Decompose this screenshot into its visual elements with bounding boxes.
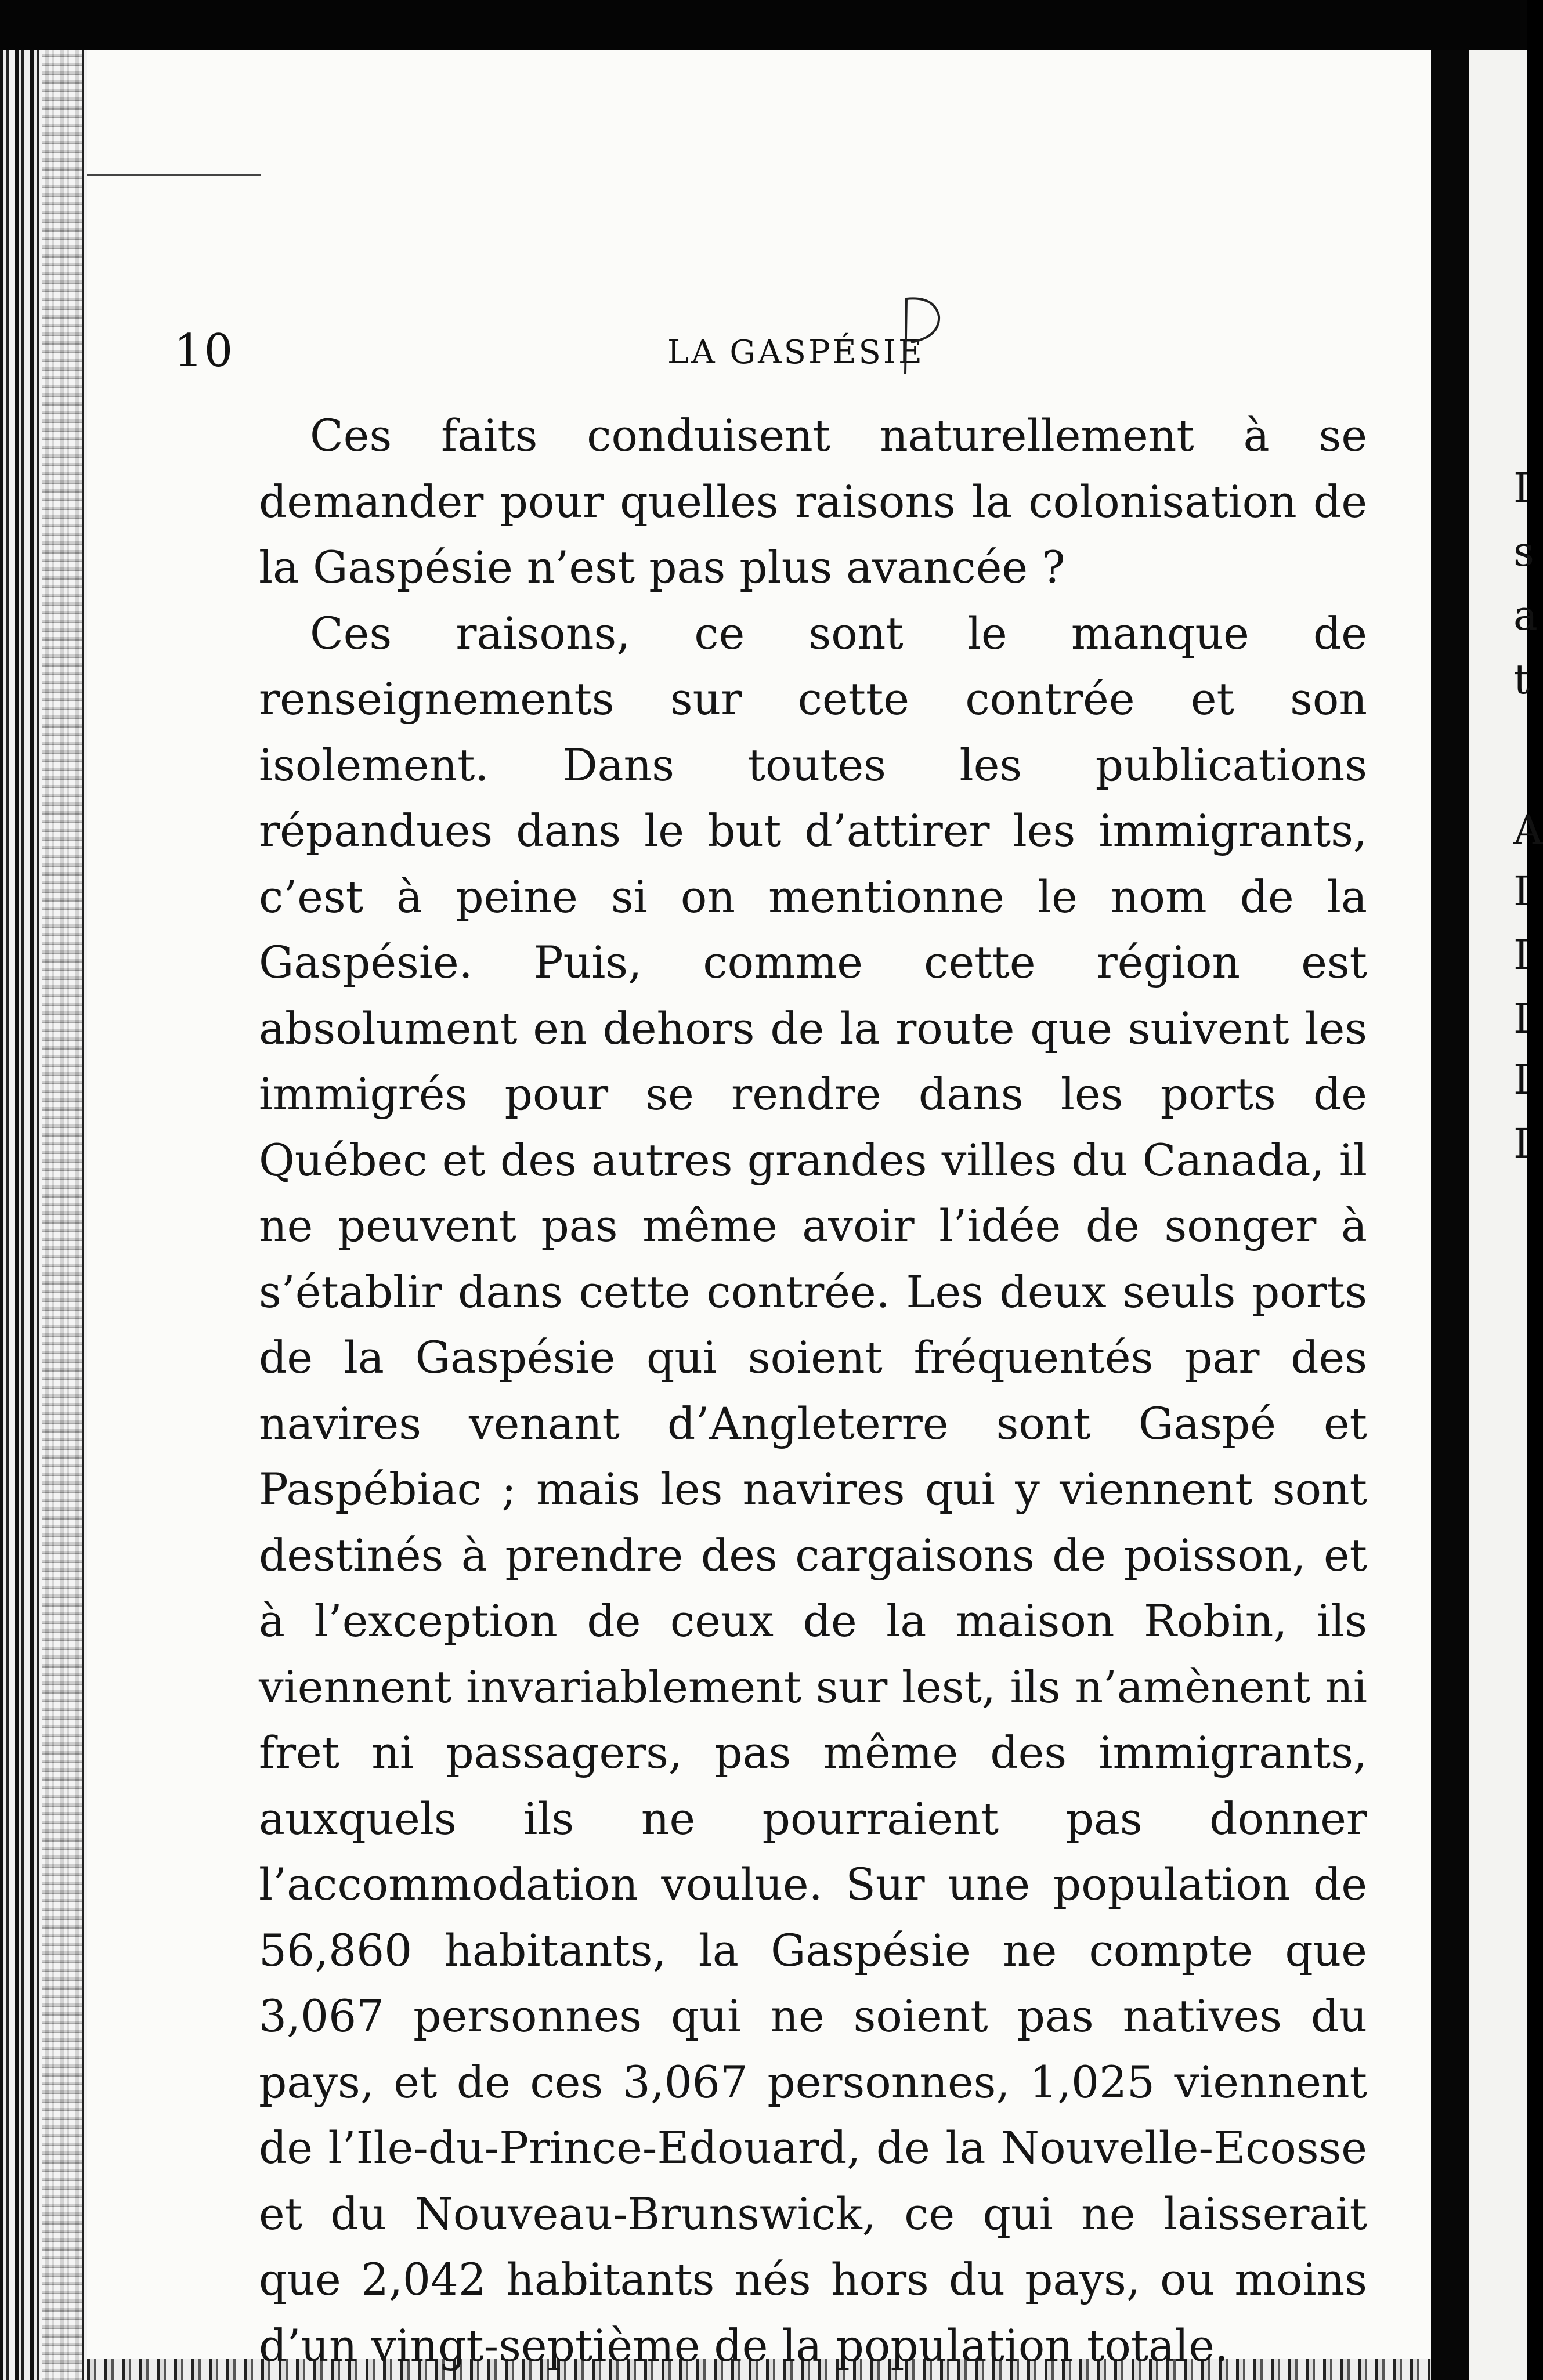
- body-text: [259, 403, 1367, 2379]
- paragraph: Ces raisons, ce sont le manque de renseignements sur cette contrée et son isolement. Dans toutes les publications répandues dans le but d’attirer les immigrants, c’est à peine si on mentionne le nom de la Gaspésie. Puis, comme cette région est absolument en dehors de la route que suivent les immigrés pour se rendre dans les ports de Québec et des autres grandes villes du Canada, il ne peuvent pas même avoir l’idée de songer à s’établir dans cette contrée. Les deux seuls ports de la Gaspésie qui soient fréquentés par des navires venant d’Angleterre sont Gaspé et Paspébiac ; mais les navires qui y viennent sont destinés à prendre des cargaisons de poisson, et à l’exception de ceux de la maison Robin, ils viennent invariablement sur lest, ils n’amènent ni fret ni passagers, pas même des immigrants, auxquels ils ne pourraient pas donner l’accommodation voulue. Sur une population de 56,860 habitants, la Gaspésie ne compte que 3,067 personnes qui ne soient pas natives du pays, et de ces 3,067 personnes, 1,025 viennent de l’Ile-du-Prince-Edouard, de la Nouvelle-Ecosse et du Nouveau-Brunswick, ce qui ne laisserait que 2,042 habitants nés hors du pays, ou moins d’un vingt-septième de la population totale.: [259, 607, 1367, 2371]
- facing-page-fragment: I: [1513, 931, 1530, 979]
- running-head: LA GASPÉSIE: [667, 334, 924, 371]
- facing-page-fragment: I: [1513, 867, 1530, 915]
- facing-page-fragment: A: [1513, 806, 1543, 854]
- page-gutter: [1431, 50, 1469, 2380]
- handwritten-mark-icon: [894, 293, 946, 380]
- facing-page-fragment: a: [1513, 592, 1538, 639]
- page-number: 10: [174, 325, 234, 377]
- binding-shadow: [42, 50, 82, 2380]
- facing-page-edge: [1469, 50, 1543, 2380]
- scan-top-border: [0, 0, 1527, 50]
- facing-page-fragment: t: [1513, 656, 1530, 703]
- facing-page-fragment: I: [1513, 995, 1530, 1043]
- facing-page-fragment: s: [1513, 528, 1534, 576]
- scan-artifact-rule: [87, 174, 261, 176]
- facing-page-fragment: I: [1513, 464, 1530, 512]
- facing-page-fragment: I: [1513, 1120, 1530, 1167]
- facing-page-fragment: I: [1513, 1056, 1530, 1104]
- paragraph: Ces faits conduisent naturellement à se demander pour quelles raisons la colonisation de la Gaspésie n’est pas plus avancée ?: [259, 410, 1367, 593]
